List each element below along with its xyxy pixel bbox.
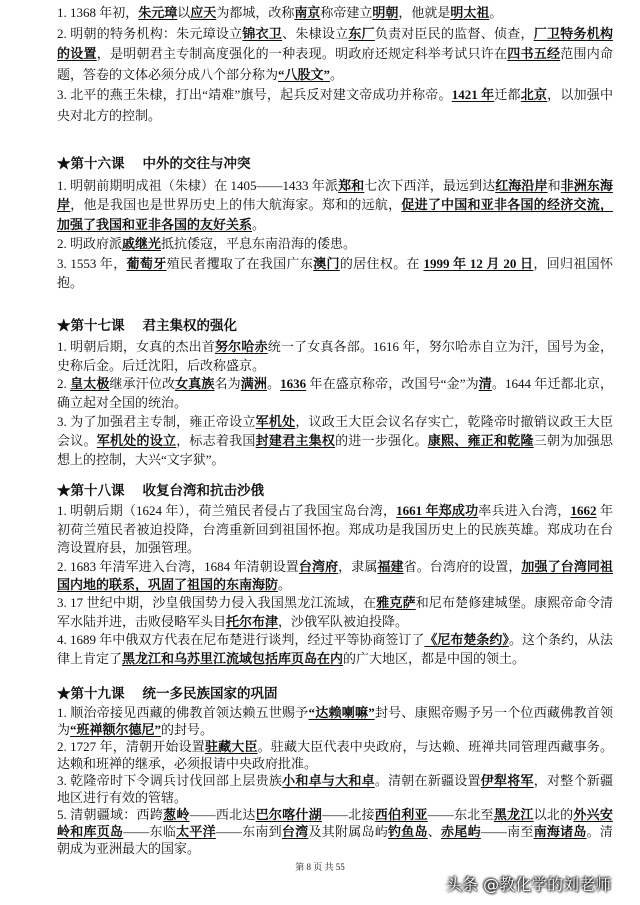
key-term: “班禅额尔德尼” <box>70 722 162 737</box>
text-run: ，标志着我国 <box>176 432 256 448</box>
text-run: 抵抗倭寇，平息东南沿海的倭患。 <box>161 236 357 251</box>
text-run: 。清朝在新疆设置 <box>374 773 481 788</box>
page-number: 第 8 页 共 55 <box>295 862 345 872</box>
text-run: 。 <box>489 5 503 20</box>
text-run: ——南至 <box>480 824 534 839</box>
text-run: 七次下西洋，最远到达 <box>364 177 496 193</box>
text-run: 以北的 <box>533 807 574 822</box>
text-run: 3. 1553 年， <box>57 255 127 271</box>
paragraph-3 <box>57 254 613 293</box>
text-run: 1. 顺治帝接见西藏的佛教首领达赖五世赐予 <box>57 705 309 720</box>
key-term: 厂卫特务机构的设置 <box>57 25 613 61</box>
key-term: 1636 <box>280 376 307 392</box>
key-term: 明朝 <box>372 5 399 20</box>
key-term: “八股文” <box>278 66 331 82</box>
text-run: 2. <box>57 376 71 392</box>
text-run: 统一了女真各部。1616 年，努尔哈赤自立为汗，国号为金，史称后金。后迁沈阳，后改称盛京。 <box>57 338 613 373</box>
paragraph-1 <box>57 338 613 376</box>
key-term: 西伯利亚 <box>374 807 428 822</box>
text-run: 。 <box>278 577 292 593</box>
key-term: 郑和 <box>338 177 365 193</box>
section-lesson-17 <box>57 317 613 469</box>
key-term: 赤尾屿 <box>441 824 481 839</box>
key-term: 女真族 <box>175 376 215 392</box>
key-term: 葱岭 <box>163 807 190 822</box>
key-term: 努尔哈赤 <box>215 338 268 354</box>
lesson-title: 君主集权的强化 <box>142 318 237 333</box>
key-term: 1662 <box>570 503 597 519</box>
key-term: 东厂 <box>348 25 375 41</box>
text-run: 的封号。 <box>161 722 214 737</box>
section-lesson-19 <box>57 685 613 857</box>
key-term: 太平洋 <box>176 824 216 839</box>
key-term: 南海诸岛 <box>533 824 587 839</box>
key-term: 1421 年 <box>451 87 495 102</box>
key-term: 外兴安岭和库页岛 <box>57 807 613 839</box>
text-run: 5. 清朝疆域：西跨 <box>57 807 164 822</box>
text-run: 和 <box>547 177 561 193</box>
text-run: 2. 1727 年，清朝开始设置 <box>57 739 205 754</box>
key-term: 康熙、雍正和乾隆 <box>427 432 534 448</box>
text-run: ——东南到 <box>215 824 282 839</box>
text-run: 的居住权。在 <box>339 255 424 271</box>
text-run: 及其附属岛屿 <box>308 824 388 839</box>
paragraph-1 <box>57 502 613 557</box>
paragraph-4 <box>57 631 613 668</box>
text-run: 称帝建立 <box>320 5 373 20</box>
text-run: 名为 <box>214 376 241 392</box>
key-term: 葡萄牙 <box>126 255 167 271</box>
key-term: 军机处的设立 <box>96 432 177 448</box>
text-run: ——西北达 <box>189 807 256 822</box>
key-term: 福建 <box>377 558 404 574</box>
lesson-number: ★第十八课 <box>57 483 125 498</box>
text-run: 3. 乾隆帝时下令调兵讨伐回部上层贵族 <box>57 773 283 788</box>
text-run: ，隶属 <box>338 558 378 574</box>
text-run: 率兵进入台湾， <box>478 503 571 519</box>
paragraph-1 <box>57 3 613 24</box>
lesson-title: 中外的交往与冲突 <box>142 156 251 171</box>
key-term: 小和卓与大和卓 <box>282 773 375 788</box>
key-term: 驻藏大臣 <box>204 739 258 754</box>
text-run: 为都城，改称 <box>216 5 295 20</box>
text-run: ，他就是 <box>398 5 451 20</box>
paragraph-2 <box>57 24 613 86</box>
paragraph-3 <box>57 594 613 631</box>
key-term: 封建君主集权 <box>255 432 336 448</box>
text-run: 殖民者攫取了在我国广东 <box>166 255 314 271</box>
lesson-title: 统一多民族国家的巩固 <box>142 686 278 701</box>
lesson-heading <box>57 685 613 702</box>
text-run: 2. 明政府派 <box>57 236 123 251</box>
text-run: 、朱棣设立 <box>282 25 349 41</box>
key-term: 雅克萨 <box>376 595 416 611</box>
text-run: 。 <box>252 216 266 232</box>
text-run: 迁都 <box>494 87 521 102</box>
key-term: 军机处 <box>255 413 296 429</box>
paragraph-3 <box>57 772 613 806</box>
key-term: 促进了中国和亚非各国的经济交流，加强了我国和亚非各国的友好关系 <box>57 197 613 232</box>
key-term: 明太祖 <box>450 5 490 20</box>
key-term: 锦衣卫 <box>242 25 283 41</box>
paragraph-4 <box>57 806 613 857</box>
key-term: 黑龙江 <box>493 807 534 822</box>
paragraph-2 <box>57 234 613 254</box>
text-run: 2. 明朝的特务机构：朱元璋设立 <box>57 25 243 41</box>
text-run: 。1644 年迁都北京，确立起对全国的统治。 <box>57 376 613 411</box>
key-term: 台湾 <box>281 824 309 839</box>
paragraph-3 <box>57 85 613 126</box>
text-run: 3. 17 世纪中期，沙皇俄国势力侵入我国黑龙江流域，在 <box>57 595 377 611</box>
section-lesson-18 <box>57 482 613 668</box>
text-run: 以 <box>177 5 191 20</box>
text-run: 1. 明朝前期明成祖（朱棣）在 1405——1433 年派 <box>57 177 339 193</box>
text-run: ，对整个新疆地区进行有效的管辖。 <box>57 773 613 805</box>
paragraph-2 <box>57 375 613 413</box>
paragraph-2 <box>57 558 613 595</box>
key-term: “达赖喇嘛” <box>308 705 375 720</box>
key-term: 朱元璋 <box>138 5 178 20</box>
text-run: 年在盛京称帝，改国号“金”为 <box>306 376 479 392</box>
text-run: ，回归祖国怀抱。 <box>57 255 613 290</box>
text-run: 1. 1368 年初， <box>57 5 139 20</box>
text-run: 3. 北平的燕王朱棣，打出“靖难”旗号，起兵反对建文帝成功并称帝。 <box>57 87 452 102</box>
key-term: 巴尔喀什湖 <box>255 807 322 822</box>
watermark-text: 头条 @教化学的刘老师 <box>446 875 612 894</box>
key-term: 黑龙江和乌苏里江流域包括库页岛在内 <box>122 650 344 666</box>
key-term: 四书五经 <box>507 46 561 61</box>
lesson-heading <box>57 482 613 500</box>
key-term: 台湾府 <box>298 558 339 574</box>
text-run: ，议政王大臣会议名存实亡，乾隆帝时撤销议政王大臣会议。 <box>57 413 613 448</box>
text-run: 负责对臣民的监督、侦查， <box>374 25 534 41</box>
text-run: ，沙俄军队被迫投降。 <box>278 613 409 629</box>
text-run: 2. 1683 年清军进入台湾，1684 年清朝设置 <box>57 558 299 574</box>
text-run: 。清朝成为亚洲最大的国家。 <box>57 824 613 856</box>
text-run: 三朝为加强思想上的控制，大兴“文字狱”。 <box>57 432 613 467</box>
paragraph-1 <box>57 176 613 235</box>
lesson-number: ★第十九课 <box>57 686 125 701</box>
text-run: ，他是我国也是世界历史上的伟大航海家。郑和的远航， <box>70 197 402 212</box>
text-run: 省。台湾府的设置， <box>403 558 522 574</box>
key-term: 1999 年 12 月 20 日 <box>423 255 534 271</box>
text-run: 年初荷兰殖民者被迫投降，台湾重新回到祖国怀抱。郑成功是我国历史上的民族英雄。郑成功在台湾设置府县，加强管理。 <box>57 503 613 556</box>
key-term: 满洲 <box>240 376 267 392</box>
text-run: ，以加强中央对北方的控制。 <box>57 87 613 123</box>
lesson-title: 收复台湾和抗击沙俄 <box>142 483 264 498</box>
key-term: 澳门 <box>313 255 340 271</box>
key-term: 伊犁将军 <box>480 773 534 788</box>
text-run: 封号、康熙帝赐予另一个位西藏佛教首领为 <box>57 705 613 737</box>
text-run: ——东临 <box>123 824 177 839</box>
paragraph-2 <box>57 738 613 772</box>
text-run: 。 <box>266 376 281 392</box>
paragraph-3 <box>57 413 613 469</box>
text-run: 1. 明朝后期，女真的杰出首 <box>57 338 216 354</box>
lesson-heading <box>57 317 613 336</box>
key-term: 皇太极 <box>70 376 110 392</box>
text-run: 。 <box>330 66 344 82</box>
key-term: 清 <box>478 376 492 392</box>
lesson-heading <box>57 154 613 174</box>
key-term: 《尼布楚条约》 <box>424 632 509 648</box>
lesson-number: ★第十六课 <box>57 156 125 171</box>
text-run: 范围内命题，答卷的文体必须分成八个部分称为 <box>57 46 613 82</box>
text-run: ——北接 <box>321 807 375 822</box>
key-term: 红海沿岸 <box>495 177 548 193</box>
text-run: 4. 1689 年中俄双方代表在尼布楚进行谈判，经过平等协商签订了 <box>57 632 425 648</box>
key-term: 加强了台湾同祖国内地的联系，巩固了祖国的东南海防 <box>57 558 613 593</box>
key-term: 钓鱼岛 <box>388 824 428 839</box>
text-run: 、 <box>427 824 442 839</box>
key-term: 非洲东海岸 <box>57 177 613 212</box>
text-run: 的进一步强化。 <box>335 432 428 448</box>
text-run: 。这个条约，从法律上肯定了 <box>57 632 613 666</box>
key-term: 应天 <box>190 5 217 20</box>
key-term: 托尔布津 <box>226 613 279 629</box>
text-run: 和尼布楚修建城堡。康熙帝命令清军水陆并进，击败侵略军头目 <box>57 595 613 629</box>
section-continuation <box>57 3 613 126</box>
lesson-number: ★第十七课 <box>57 318 125 333</box>
key-term: 戚继光 <box>122 236 162 251</box>
text-run: 继承汗位改 <box>109 376 176 392</box>
text-run: ——东北至 <box>427 807 494 822</box>
text-run: 1. 明朝后期（1624 年），荷兰殖民者侵占了我国宝岛台湾， <box>57 503 397 519</box>
key-term: 南京 <box>294 5 321 20</box>
key-term: 北京 <box>520 87 548 102</box>
text-run: 。驻藏大臣代表中央政府，与达赖、班禅共同管理西藏事务。达赖和班禅的继承，必须报请中央政府批准。 <box>57 739 613 771</box>
paragraph-1 <box>57 704 613 738</box>
text-run: 3. 为了加强君主专制，雍正帝设立 <box>57 413 256 429</box>
key-term: 1661 年郑成功 <box>396 503 479 519</box>
text-run: 的广大地区，都是中国的领土。 <box>343 650 526 666</box>
section-lesson-16 <box>57 154 613 293</box>
text-run: ，是明朝君主专制高度强化的一种表现。明政府还规定科举考试只许在 <box>96 46 508 61</box>
